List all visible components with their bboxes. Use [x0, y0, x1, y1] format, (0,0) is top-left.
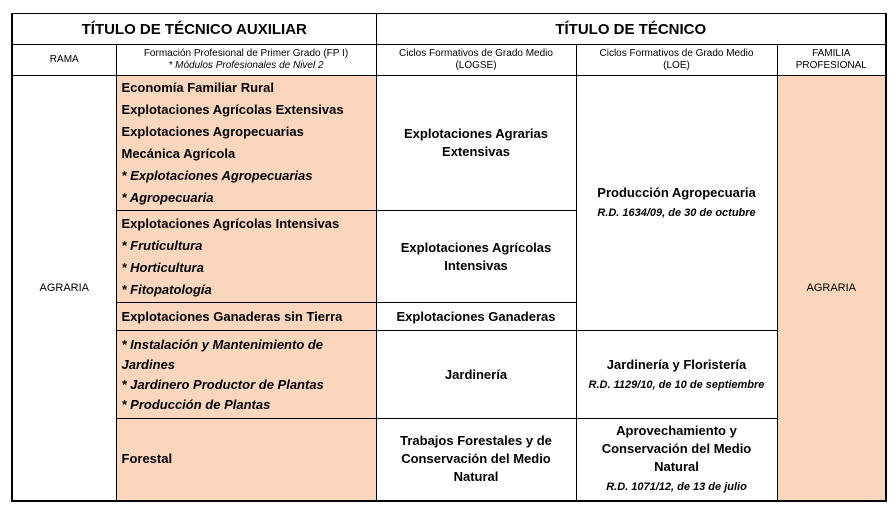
col-header-loe-line1: Ciclos Formativos de Grado Medio [599, 48, 754, 59]
fp-item: Forestal [121, 451, 173, 467]
loe-rd: R.D. 1634/09, de 30 de octubre [597, 207, 756, 219]
col-header-logse-line1: Ciclos Formativos de Grado Medio [399, 48, 553, 59]
col-header-fp1 [116, 45, 376, 76]
fp-group-2 [116, 211, 376, 303]
logse-cycle-4: Jardinería [376, 331, 576, 419]
logse-cycle-5: Trabajos Forestales y de Conservación del Medio Natural [376, 419, 576, 501]
loe-rd: R.D. 1129/10, de 10 de septiembre [588, 378, 765, 391]
fp-group-1 [116, 76, 376, 211]
loe-rd: R.D. 1071/12, de 13 de julio [606, 481, 747, 494]
header-tecnico-auxiliar: TÍTULO DE TÉCNICO AUXILIAR [12, 14, 376, 45]
loe-cycle-3 [576, 419, 777, 501]
fp-modulo-item: * Agropecuaria [121, 190, 214, 205]
fp-modulo-item: * Explotaciones Agropecuarias [121, 168, 313, 183]
fp-item: Explotaciones Agrícolas Intensivas [121, 215, 340, 231]
loe-title: Aprovechamiento y Conservación del Medio Natural [601, 423, 752, 475]
familia-cell: AGRARIA [777, 76, 886, 501]
fp-item: Explotaciones Ganaderas sin Tierra [121, 308, 343, 324]
logse-cycle-3: Explotaciones Ganaderas [376, 303, 576, 331]
loe-cycle-2 [576, 331, 777, 419]
col-header-logse [376, 45, 576, 76]
fp-modulo-item: * Horticultura [121, 259, 204, 275]
equivalence-table [11, 13, 887, 502]
fp-modulo-item: * Fitopatología [121, 281, 212, 297]
fp-group-3 [116, 303, 376, 331]
fp-modulo-item: * Producción de Plantas [121, 396, 271, 412]
col-header-familia-line2: PROFESIONAL [795, 60, 867, 71]
fp-item: Explotaciones Agrícolas Extensivas [121, 102, 344, 117]
fp-modulo-item: * Instalación y Mantenimiento de Jardines [121, 336, 324, 372]
col-header-rama: RAMA [12, 45, 116, 76]
col-header-fp1-line1: Formación Profesional de Primer Grado (FP I) [143, 48, 349, 59]
header-tecnico: TÍTULO DE TÉCNICO [376, 14, 886, 45]
logse-cycle-2: Explotaciones Agrícolas Intensivas [376, 211, 576, 303]
loe-title: Producción Agropecuaria [597, 185, 756, 200]
fp-modulo-item: * Fruticultura [121, 237, 203, 253]
col-header-fp1-line2: * Módulos Profesionales de Nivel 2 [168, 60, 324, 71]
logse-cycle-1: Explotaciones Agrarias Extensivas [376, 76, 576, 211]
fp-item: Mecánica Agrícola [121, 146, 236, 161]
col-header-loe [576, 45, 777, 76]
col-header-loe-line2: (LOE) [663, 60, 690, 71]
col-header-familia-line1: FAMILIA [812, 48, 851, 59]
fp-group-4 [116, 331, 376, 419]
fp-group-5 [116, 419, 376, 501]
col-header-familia [777, 45, 886, 76]
fp-modulo-item: * Jardinero Productor de Plantas [121, 376, 324, 392]
rama-cell: AGRARIA [12, 76, 116, 501]
col-header-logse-line2: (LOGSE) [455, 60, 497, 71]
loe-cycle-1 [576, 76, 777, 331]
fp-item: Explotaciones Agropecuarias [121, 124, 304, 139]
loe-title: Jardinería y Floristería [606, 356, 747, 372]
fp-item: Economía Familiar Rural [121, 80, 274, 95]
